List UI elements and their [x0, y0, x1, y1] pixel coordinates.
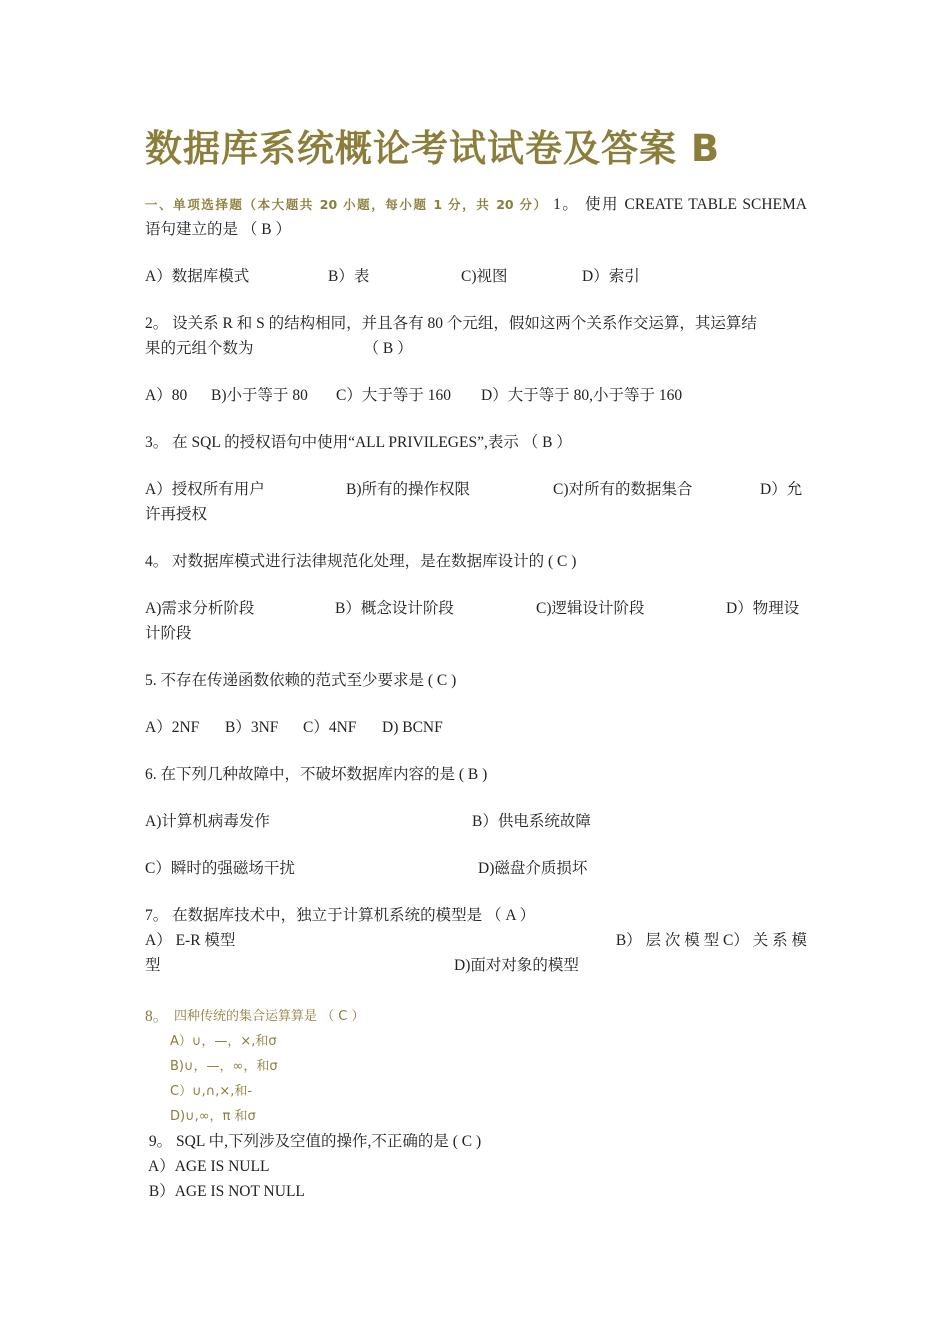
option: A）80	[145, 387, 188, 404]
option: B）3NF	[225, 719, 279, 736]
question-6-stem: 6. 在下列几种故障中，不破坏数据库内容的是 ( B )	[145, 766, 488, 783]
question-8-number: 8。	[145, 1008, 169, 1025]
document-page	[145, 120, 807, 1204]
option: B)∪，—，∞，和σ	[170, 1059, 278, 1074]
option: D）索引	[582, 268, 640, 285]
question-1-stem-cont: 语句建立的是 （ B ）	[145, 221, 291, 238]
question-7-stem: 7。 在数据库技术中，独立于计算机系统的模型是 （ A ）	[145, 907, 536, 924]
question-4-options-cont: 计阶段	[145, 625, 192, 642]
option: B）表	[328, 268, 370, 285]
question-5-stem: 5. 不存在传递函数依赖的范式至少要求是 ( C )	[145, 672, 457, 689]
option: A)计算机病毒发作	[145, 813, 270, 830]
option: C)逻辑设计阶段	[536, 600, 645, 617]
option: D）大于等于 80,小于等于 160	[481, 387, 683, 404]
question-4-options	[145, 596, 807, 621]
question-3-options-cont: 许再授权	[145, 506, 208, 523]
option: B）供电系统故障	[472, 813, 591, 830]
option: D）物理设	[726, 600, 800, 617]
question-4-stem: 4。 对数据库模式进行法律规范化处理，是在数据库设计的 ( C )	[145, 553, 577, 570]
option: D)磁盘介质损坏	[478, 860, 588, 877]
question-2-stem-cont: 果的元组个数为 （ B ）	[145, 340, 413, 357]
section-heading: 一、单项选择题（本大题共 20 小题，每小题 1 分，共 20 分）	[145, 197, 548, 212]
option: B）概念设计阶段	[335, 600, 454, 617]
question-1-options	[145, 264, 807, 289]
question-5-options	[145, 715, 807, 740]
document-title: 数据库系统概论考试试卷及答案 B	[145, 127, 721, 170]
option: A）数据库模式	[145, 268, 250, 285]
option: C）瞬时的强磁场干扰	[145, 860, 295, 877]
option: B） 层 次 模 型 C） 关 系 模	[615, 932, 807, 949]
question-6-options-row2	[145, 856, 807, 881]
option: B)小于等于 80	[211, 387, 308, 404]
option: A）∪，—，×,和σ	[170, 1034, 277, 1049]
question-8-stem	[145, 1004, 807, 1029]
option: A）AGE IS NULL	[145, 1158, 270, 1175]
option: A）2NF	[145, 719, 200, 736]
option: D）允	[760, 481, 803, 498]
question-9-stem: 9。 SQL 中,下列涉及空值的操作,不正确的是 ( C )	[145, 1133, 482, 1150]
option: C）大于等于 160	[336, 387, 451, 404]
question-3-stem: 3。 在 SQL 的授权语句中使用“ALL PRIVILEGES”,表示 （ B ）	[145, 434, 572, 451]
question-2-stem: 2。 设关系 R 和 S 的结构相同，并且各有 80 个元组，假如这两个关系作交运算，其运算结	[145, 315, 757, 332]
option: A）授权所有用户	[145, 481, 265, 498]
question-7-options-row2	[145, 953, 807, 978]
option: D)面对对象的模型	[454, 957, 579, 974]
option-cont: 型	[145, 957, 161, 974]
question-8	[145, 1004, 807, 1129]
question-2-options	[145, 383, 807, 408]
option: A)需求分析阶段	[145, 600, 255, 617]
option: B）AGE IS NOT NULL	[145, 1183, 305, 1200]
question-1-stem: 一、单项选择题（本大题共 20 小题，每小题 1 分，共 20 分） 1。 使用 CREATE TABLE SCHEMA	[145, 196, 807, 213]
question-8-text: 四种传统的集合运算算是 （ C ）	[174, 1009, 365, 1024]
option: C）∪,∩,×,和-	[170, 1084, 253, 1099]
option: C)视图	[461, 268, 508, 285]
option: B)所有的操作权限	[346, 481, 471, 498]
question-7-options-row1	[145, 928, 807, 953]
option: D) BCNF	[382, 719, 443, 736]
option: C）4NF	[303, 719, 357, 736]
option: C)对所有的数据集合	[553, 481, 693, 498]
option: D)∪,∞，π 和σ	[170, 1109, 256, 1124]
question-3-options	[145, 477, 807, 502]
question-6-options-row1	[145, 809, 807, 834]
option: A） E-R 模型	[145, 932, 236, 949]
